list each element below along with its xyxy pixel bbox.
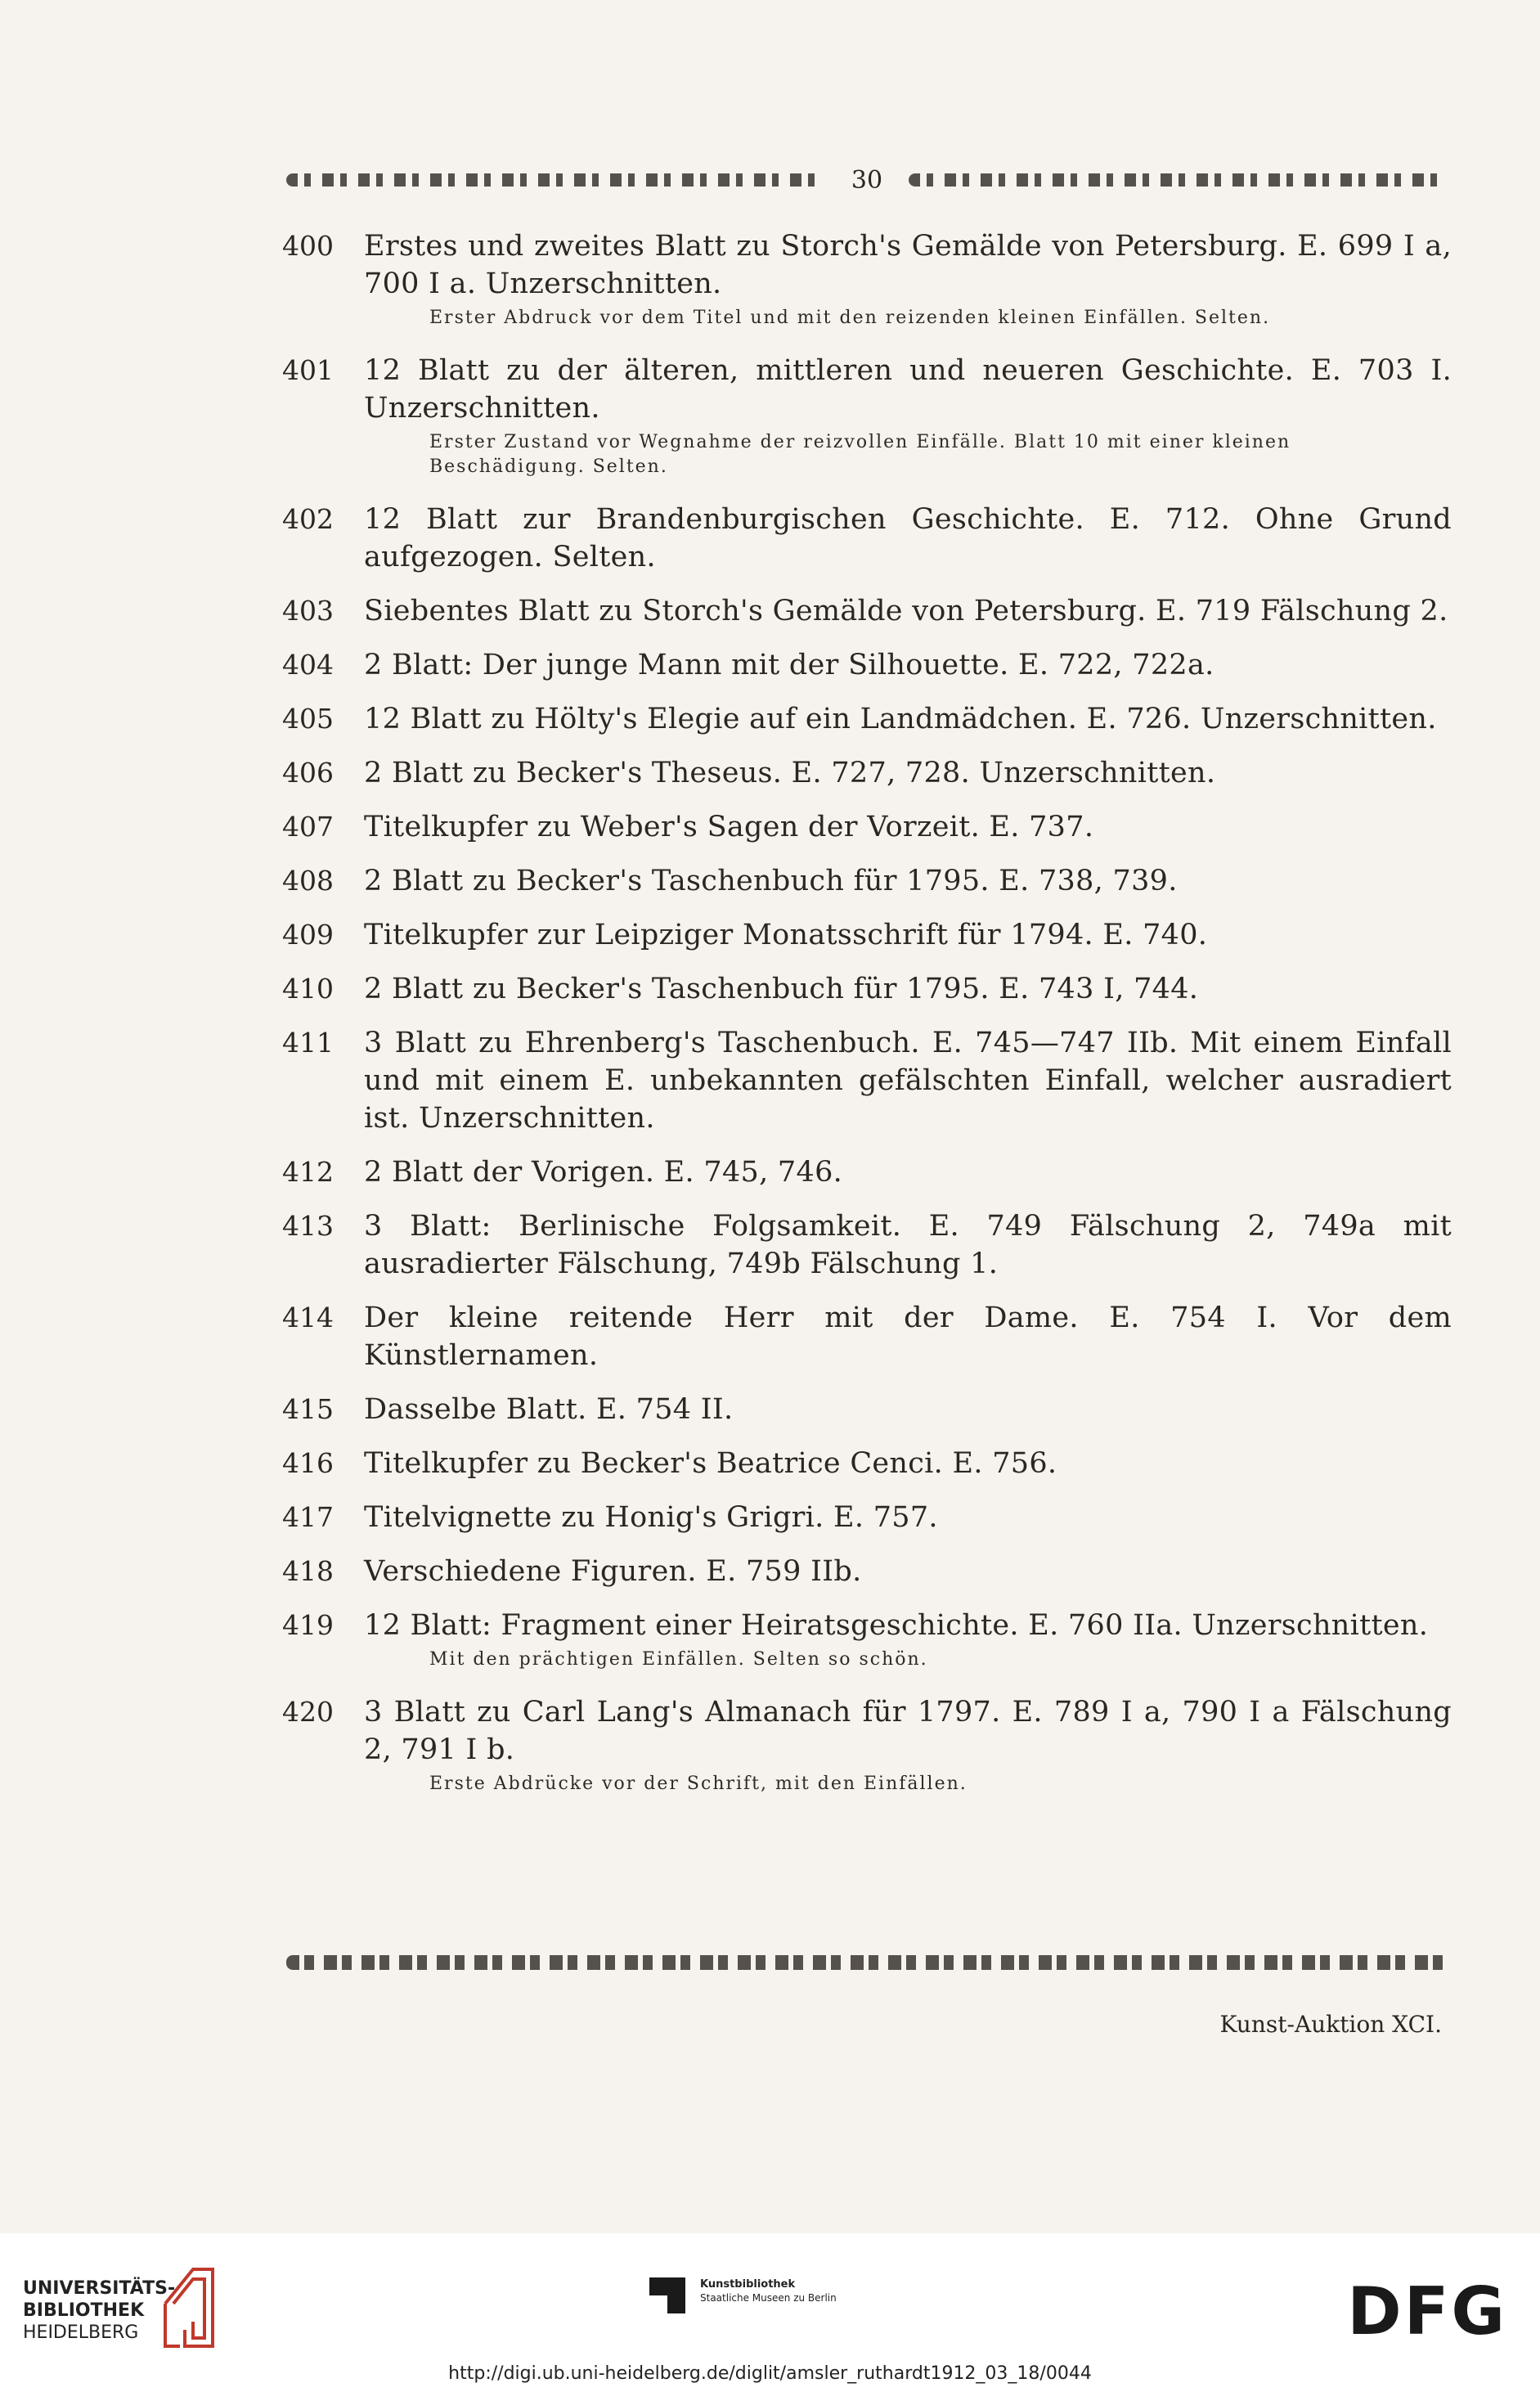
entry-text: Erstes und zweites Blatt zu Storch's Gemälde von Petersburg. E. 699 I a, 700 I a. Unzerschnitten. bbox=[364, 230, 1452, 300]
page-header bbox=[286, 164, 1448, 196]
catalog-entry bbox=[282, 1299, 1452, 1374]
entry-text: Titelkupfer zu Weber's Sagen der Vorzeit. E. 737. bbox=[364, 811, 1094, 843]
entry-number: 404 bbox=[282, 649, 334, 681]
entry-text: Dasselbe Blatt. E. 754 II. bbox=[364, 1393, 734, 1426]
entry-number: 415 bbox=[282, 1393, 334, 1425]
entry-number: 418 bbox=[282, 1555, 334, 1587]
entry-number: 402 bbox=[282, 503, 334, 535]
entry-text: Der kleine reitende Herr mit der Dame. E. 754 I. Vor dem Künstlernamen. bbox=[364, 1302, 1452, 1372]
kunstbibliothek-icon bbox=[649, 2277, 685, 2313]
catalog-entry bbox=[282, 700, 1452, 738]
entry-number: 403 bbox=[282, 595, 334, 627]
catalog-entry bbox=[282, 1553, 1452, 1590]
entry-text: 12 Blatt: Fragment einer Heiratsgeschichte. E. 760 IIa. Unzerschnitten. bbox=[364, 1609, 1429, 1642]
kb-logo-title: Kunstbibliothek bbox=[700, 2278, 796, 2291]
entry-number: 420 bbox=[282, 1696, 334, 1728]
catalog-entry bbox=[282, 916, 1452, 954]
entry-text: 2 Blatt: Der junge Mann mit der Silhouette. E. 722, 722a. bbox=[364, 649, 1214, 681]
entry-text: 12 Blatt zur Brandenburgischen Geschichte. E. 712. Ohne Grund aufgezogen. Selten. bbox=[364, 503, 1452, 573]
catalog-entry bbox=[282, 227, 1452, 335]
entry-text: 3 Blatt: Berlinische Folgsamkeit. E. 749 Fälschung 2, 749a mit ausradierter Fälschung, 749b Fälschung 1. bbox=[364, 1210, 1452, 1280]
catalog-entry bbox=[282, 808, 1452, 846]
entry-note: Mit den prächtigen Einfällen. Selten so schön. bbox=[429, 1649, 928, 1670]
entry-number: 406 bbox=[282, 757, 334, 789]
entry-number: 412 bbox=[282, 1156, 334, 1188]
catalog-entry bbox=[282, 501, 1452, 576]
catalog-entry bbox=[282, 1024, 1452, 1137]
entry-text: Titelvignette zu Honig's Grigri. E. 757. bbox=[364, 1501, 938, 1534]
dfg-logo[interactable]: DFG bbox=[1347, 2273, 1507, 2349]
page-number: 30 bbox=[851, 165, 883, 195]
ub-logo-line: BIBLIOTHEK bbox=[23, 2300, 145, 2321]
ub-logo-icon bbox=[160, 2264, 218, 2354]
catalog-entry bbox=[282, 862, 1452, 900]
catalog-entry bbox=[282, 754, 1452, 792]
catalog-entry bbox=[282, 1391, 1452, 1428]
entry-text: 2 Blatt der Vorigen. E. 745, 746. bbox=[364, 1156, 843, 1189]
catalog-entry bbox=[282, 592, 1452, 630]
catalog-entries bbox=[282, 227, 1452, 1818]
entry-number: 401 bbox=[282, 354, 334, 386]
entry-text: Titelkupfer zu Becker's Beatrice Cenci. E. 756. bbox=[364, 1447, 1057, 1480]
catalog-entry bbox=[282, 1693, 1452, 1801]
catalog-entry bbox=[282, 970, 1452, 1008]
entry-number: 417 bbox=[282, 1501, 334, 1533]
entry-text: Siebentes Blatt zu Storch's Gemälde von Petersburg. E. 719 Fälschung 2. bbox=[364, 595, 1448, 627]
entry-number: 400 bbox=[282, 230, 334, 262]
entry-number: 419 bbox=[282, 1609, 334, 1641]
catalog-entry bbox=[282, 646, 1452, 684]
source-url[interactable]: http://digi.ub.uni-heidelberg.de/diglit/amsler_ruthardt1912_03_18/0044 bbox=[448, 2363, 1092, 2384]
catalog-entry bbox=[282, 352, 1452, 484]
entry-number: 407 bbox=[282, 811, 334, 843]
entry-number: 410 bbox=[282, 973, 334, 1005]
signature-mark: Kunst-Auktion XCI. bbox=[1219, 2011, 1442, 2038]
entry-number: 409 bbox=[282, 919, 334, 951]
catalog-entry bbox=[282, 1607, 1452, 1677]
footer-ornament bbox=[286, 1955, 1448, 1970]
ub-logo-line: HEIDELBERG bbox=[23, 2322, 139, 2343]
entry-number: 416 bbox=[282, 1447, 334, 1479]
header-ornament-right bbox=[909, 173, 1448, 187]
entry-note: Erster Abdruck vor dem Titel und mit den reizenden kleinen Einfällen. Selten. bbox=[429, 308, 1271, 328]
entry-text: Verschiedene Figuren. E. 759 IIb. bbox=[364, 1555, 862, 1588]
entry-text: 12 Blatt zu Hölty's Elegie auf ein Landmädchen. E. 726. Unzerschnitten. bbox=[364, 703, 1437, 735]
entry-text: Titelkupfer zur Leipziger Monatsschrift für 1794. E. 740. bbox=[364, 919, 1208, 951]
entry-text: 3 Blatt zu Ehrenberg's Taschenbuch. E. 745—747 IIb. Mit einem Einfall und mit einem E. unbekannten gefälschten Einfall, welcher ausradiert ist. Unzerschnitten. bbox=[364, 1027, 1452, 1135]
catalog-entry bbox=[282, 1499, 1452, 1536]
catalog-entry bbox=[282, 1445, 1452, 1482]
entry-text: 2 Blatt zu Becker's Theseus. E. 727, 728. Unzerschnitten. bbox=[364, 757, 1216, 789]
entry-text: 2 Blatt zu Becker's Taschenbuch für 1795. E. 738, 739. bbox=[364, 865, 1178, 897]
entry-text: 2 Blatt zu Becker's Taschenbuch für 1795. E. 743 I, 744. bbox=[364, 973, 1199, 1005]
catalog-entry bbox=[282, 1207, 1452, 1283]
kb-logo-subtitle: Staatliche Museen zu Berlin bbox=[700, 2292, 837, 2304]
entry-number: 411 bbox=[282, 1027, 334, 1059]
entry-number: 414 bbox=[282, 1302, 334, 1333]
entry-text: 12 Blatt zu der älteren, mittleren und neueren Geschichte. E. 703 I. Unzerschnitten. bbox=[364, 354, 1452, 425]
entry-note: Erster Zustand vor Wegnahme der reizvollen Einfälle. Blatt 10 mit einer kleinen Beschädigung. Selten. bbox=[429, 432, 1291, 477]
kunstbibliothek-logo[interactable] bbox=[649, 2277, 837, 2313]
ub-logo-line: UNIVERSITÄTS- bbox=[23, 2278, 176, 2299]
entry-number: 408 bbox=[282, 865, 334, 897]
header-ornament-left bbox=[286, 173, 825, 187]
entry-number: 405 bbox=[282, 703, 334, 735]
entry-number: 413 bbox=[282, 1210, 334, 1242]
entry-text: 3 Blatt zu Carl Lang's Almanach für 1797. E. 789 I a, 790 I a Fälschung 2, 791 I b. bbox=[364, 1696, 1452, 1766]
entry-note: Erste Abdrücke vor der Schrift, mit den Einfällen. bbox=[429, 1774, 968, 1794]
catalog-entry bbox=[282, 1153, 1452, 1191]
